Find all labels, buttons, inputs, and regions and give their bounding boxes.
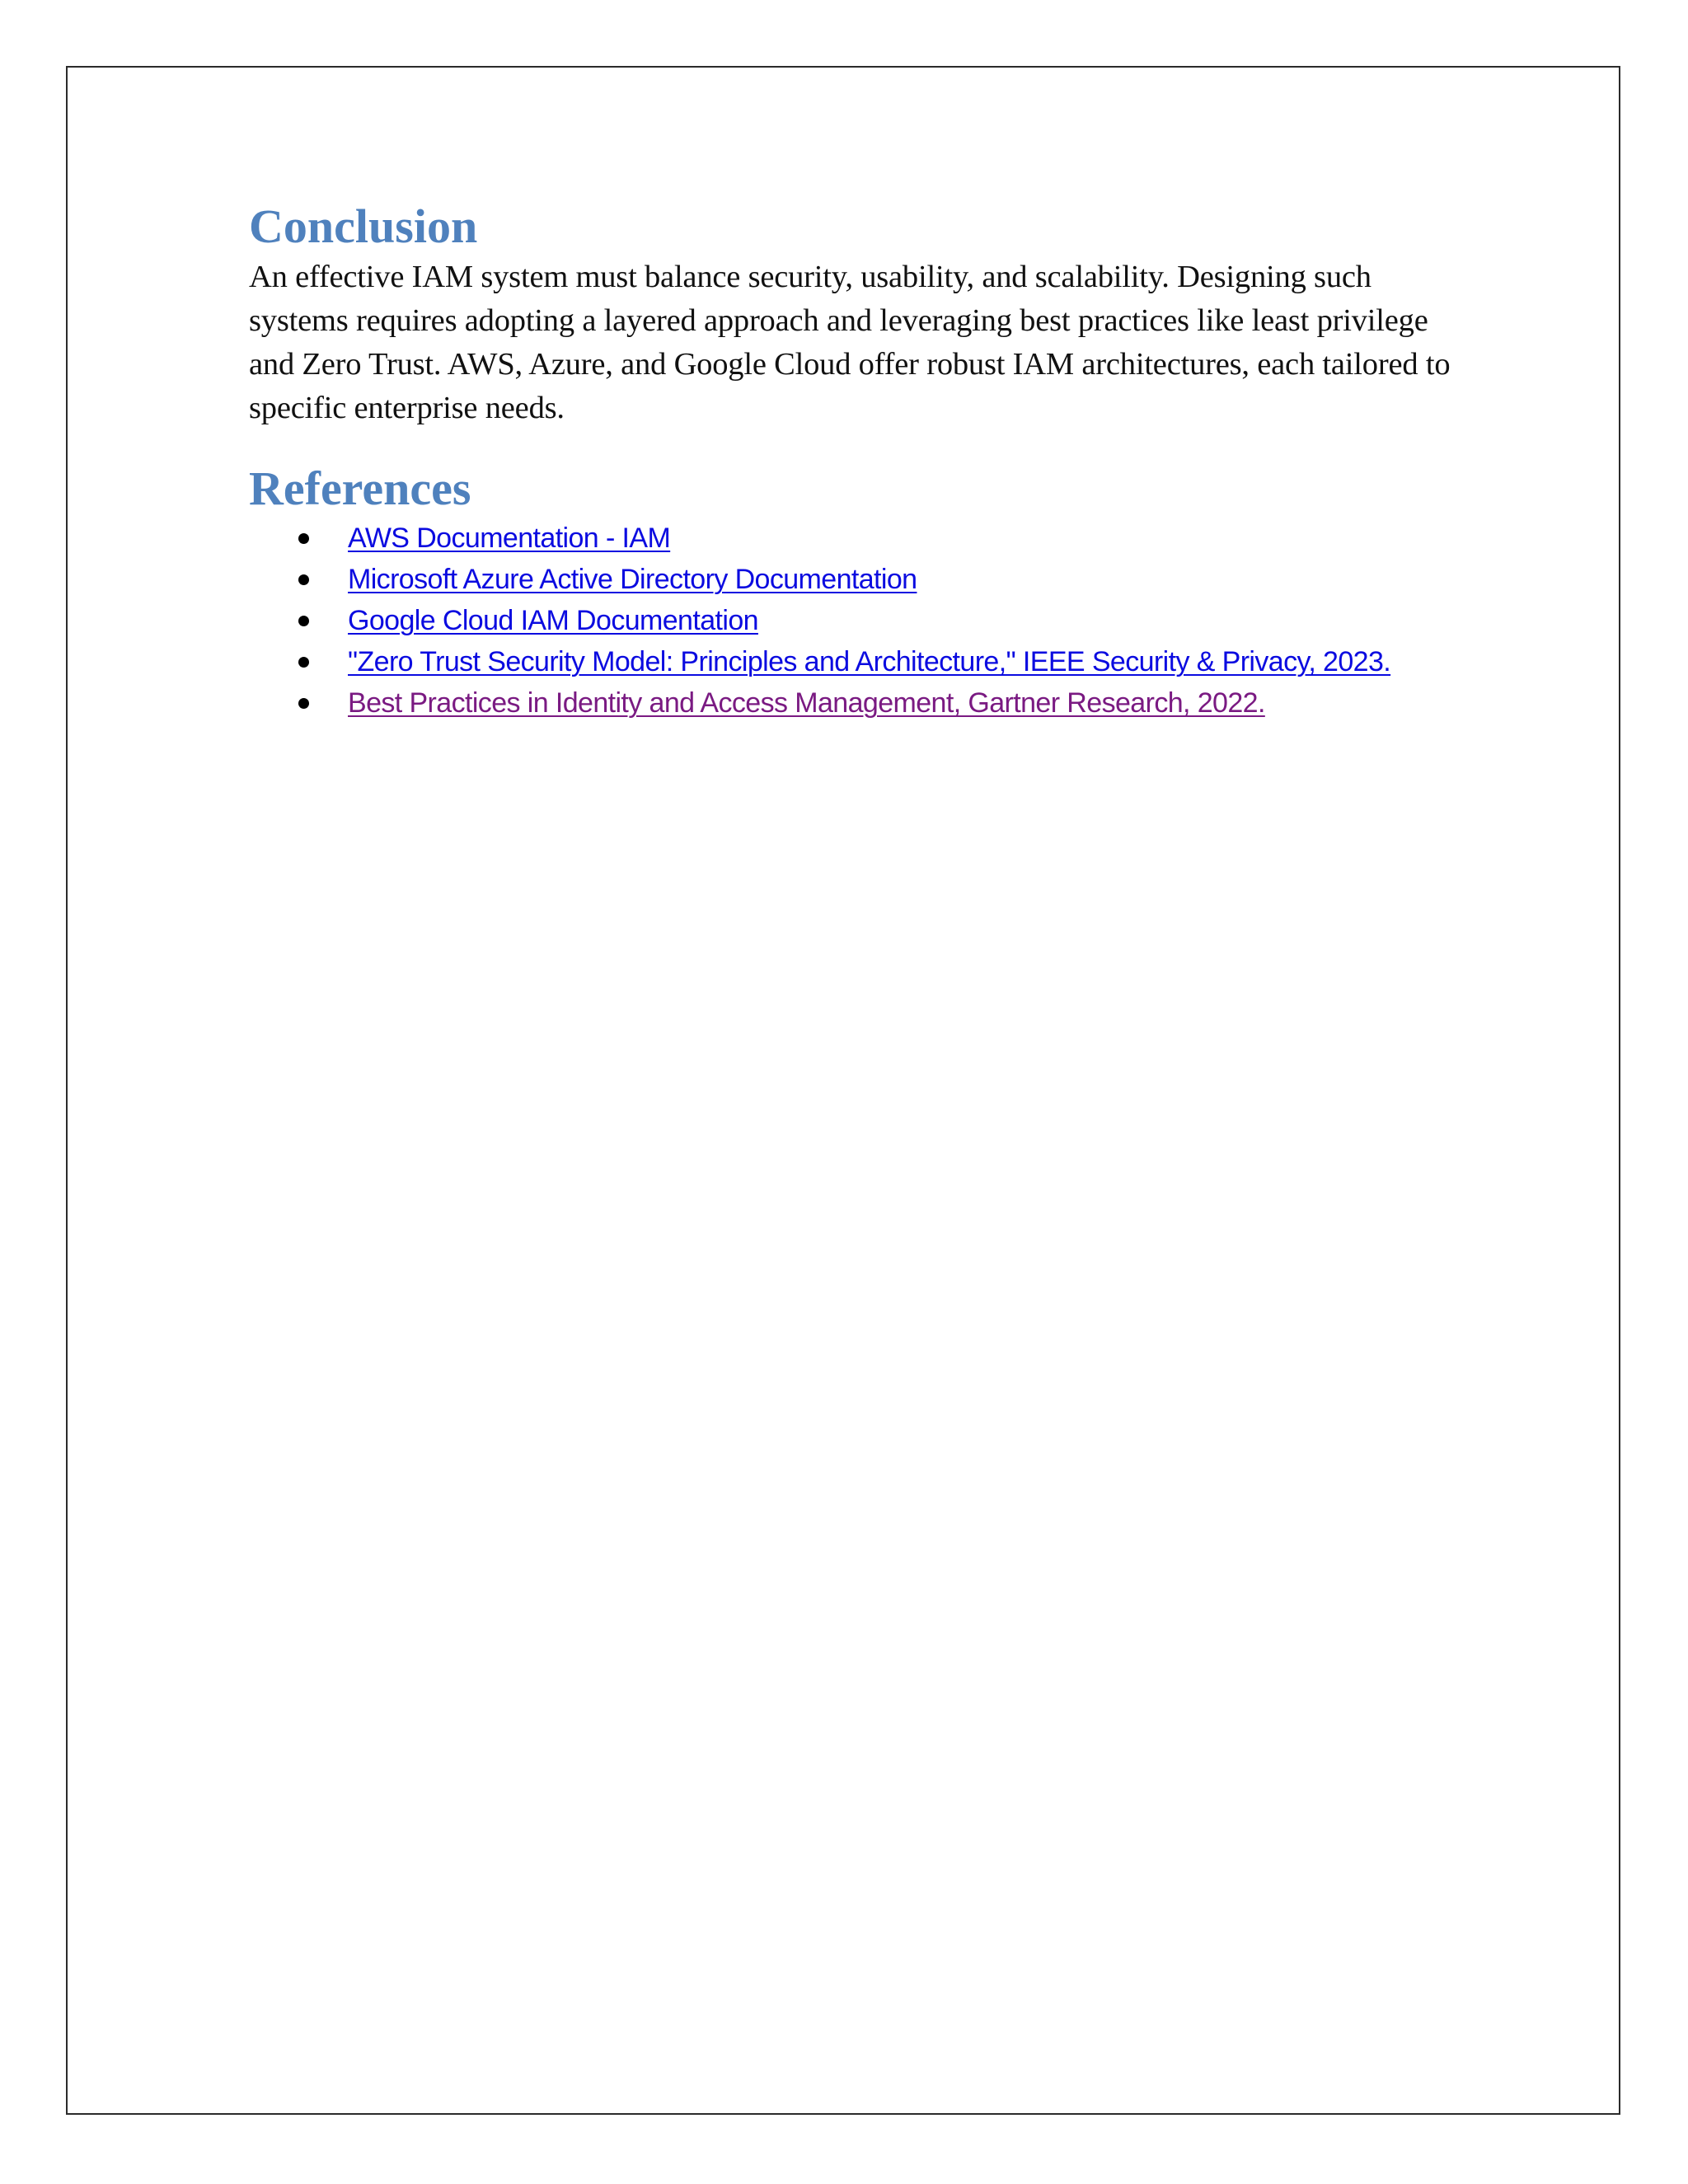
conclusion-heading: Conclusion	[249, 199, 478, 253]
reference-link-aws-iam[interactable]: AWS Documentation - IAM	[348, 523, 671, 554]
reference-link-google-cloud-iam[interactable]: Google Cloud IAM Documentation	[348, 605, 758, 636]
bullet-icon	[298, 698, 309, 709]
bullet-icon	[298, 616, 309, 626]
reference-item	[249, 518, 1452, 559]
references-list	[249, 518, 1452, 724]
reference-link-azure-ad[interactable]: Microsoft Azure Active Directory Documentation	[348, 564, 917, 595]
reference-item	[249, 559, 1452, 600]
reference-item	[249, 682, 1452, 724]
document-content	[249, 198, 1452, 724]
bullet-icon	[298, 533, 309, 544]
bullet-icon	[298, 657, 309, 668]
reference-item	[249, 600, 1452, 641]
bullet-icon	[298, 574, 309, 585]
conclusion-paragraph: An effective IAM system must balance security, usability, and scalability. Designing such systems requires adopting a layered approach and leveraging best practices like least privilege and Zero Trust. AWS, Azure, and Google Cloud offer robust IAM architectures, each tailored to specific enterprise needs.	[249, 260, 1451, 425]
references-heading: References	[249, 462, 471, 515]
reference-item	[249, 641, 1452, 682]
reference-link-zero-trust-ieee[interactable]: "Zero Trust Security Model: Principles and Architecture," IEEE Security & Privacy, 2023.	[348, 646, 1391, 677]
reference-link-gartner[interactable]: Best Practices in Identity and Access Management, Gartner Research, 2022.	[348, 687, 1265, 719]
